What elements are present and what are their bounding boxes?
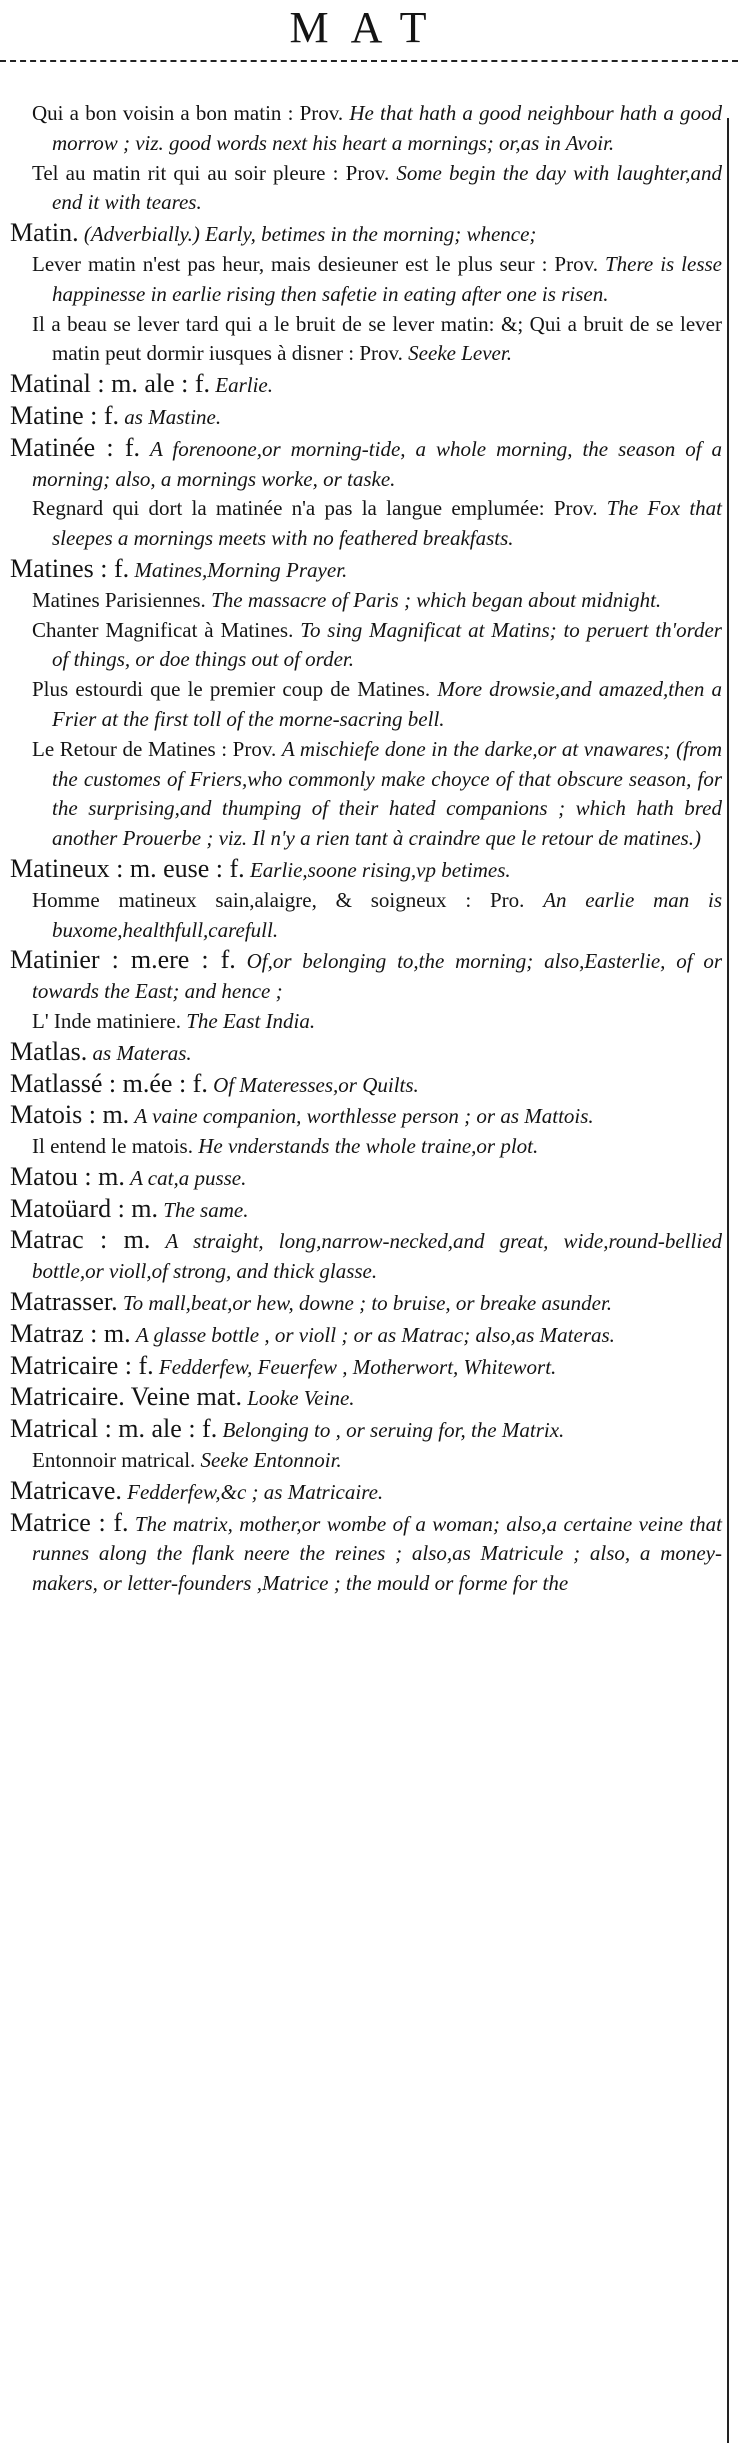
entry-definition: A straight, long,narrow-necked,and great, wide,round-bellied bottle,or violl,of strong, and thick glasse. (32, 1229, 722, 1284)
entry-definition: Earlie. (215, 373, 274, 398)
entry-definition: Fedderfew,&c ; as Matricaire. (127, 1479, 384, 1504)
page-header (0, 0, 738, 60)
entry-definition: Of Materesses,or Quilts. (213, 1072, 419, 1097)
entry-definition: A cat,a pusse. (130, 1165, 247, 1190)
dictionary-entry (10, 1476, 722, 1508)
dictionary-entry (10, 218, 722, 250)
entry-headword: Matin. (10, 218, 79, 248)
dictionary-entry (10, 1382, 722, 1414)
entry-headword: Lever matin n'est pas heur, mais desieuner est le plus seur : Prov. (32, 251, 598, 276)
entry-definition: Some begin the day with laughter,and end it with teares. (52, 160, 722, 215)
entry-definition: A vaine companion, worthlesse person ; or as Mattois. (134, 1104, 594, 1129)
dictionary-entry (10, 1225, 722, 1287)
entry-headword: Matines : f. (10, 553, 130, 583)
dictionary-entry (10, 1194, 722, 1226)
entry-headword: Matois : m. (10, 1100, 130, 1130)
dictionary-entry (10, 1162, 722, 1194)
sub-entry (10, 616, 722, 676)
sub-entry (10, 494, 722, 554)
dictionary-entry (10, 369, 722, 401)
entry-definition: The Fox that sleepes a mornings meets with no feathered breakfasts. (52, 496, 723, 551)
sub-entry (10, 159, 722, 219)
entry-headword: Il a beau se lever tard qui a le bruit de se lever matin: &; Qui a bruit de se lever matin peut dormir iusques à disner : Prov. (32, 311, 722, 366)
entry-headword: Matines Parisiennes. (32, 587, 206, 612)
sub-entry (10, 1007, 722, 1037)
entry-headword: Matricaire : f. (10, 1350, 154, 1380)
dictionary-entry (10, 1069, 722, 1101)
sub-entry (10, 1446, 722, 1476)
entry-headword: Matineux : m. euse : f. (10, 853, 245, 883)
header-rule (0, 60, 738, 62)
entry-headword: Matinée : f. (10, 432, 140, 462)
entry-headword: Matrical : m. ale : f. (10, 1414, 218, 1444)
entry-headword: Matinier : m.ere : f. (10, 945, 236, 975)
entry-definition: The massacre of Paris ; which began about midnight. (211, 587, 662, 612)
running-head: MAT (289, 3, 449, 52)
entry-definition: (Adverbially.) Early, betimes in the morning; whence; (83, 222, 537, 247)
entry-definition: There is lesse happinesse in earlie rising then safetie in eating after one is risen. (52, 251, 723, 306)
entry-headword: Matlassé : m.ée : f. (10, 1068, 208, 1098)
dictionary-entry (10, 1351, 722, 1383)
entry-definition: Looke Veine. (247, 1386, 355, 1411)
entry-headword: Matricaire. Veine mat. (10, 1382, 242, 1412)
entry-definition: as Mastine. (124, 404, 222, 429)
dictionary-entry (10, 433, 722, 495)
entry-headword: Qui a bon voisin a bon matin : Prov. (32, 101, 344, 125)
dictionary-entry (10, 1287, 722, 1319)
dictionary-entry (10, 1508, 722, 1599)
sub-entry (10, 99, 722, 159)
entry-headword: L' Inde matiniere. (32, 1008, 181, 1033)
dictionary-entry (10, 1037, 722, 1069)
sub-entry (10, 735, 722, 854)
entry-headword: Regnard qui dort la matinée n'a pas la langue emplumée: Prov. (32, 496, 598, 521)
entry-definition: To sing Magnificat at Matins; to peruert th'order of things, or doe things out of order. (52, 617, 722, 672)
entry-headword: Matinal : m. ale : f. (10, 369, 211, 399)
entry-definition: He vnderstands the whole traine,or plot. (198, 1134, 539, 1159)
entry-definition: Of,or belonging to,the morning; also,Easterlie, of or towards the East; and hence ; (32, 949, 722, 1004)
column-rule (727, 118, 729, 2443)
entry-headword: Matrice : f. (10, 1507, 129, 1537)
entry-definition: The East India. (186, 1008, 316, 1033)
entry-definition: Earlie,soone rising,vp betimes. (249, 857, 511, 882)
entry-headword: Matraz : m. (10, 1318, 131, 1348)
entry-headword: Il entend le matois. (32, 1134, 193, 1159)
entry-definition: A glasse bottle , or violl ; or as Matrac; also,as Materas. (135, 1322, 615, 1347)
entry-headword: Matricave. (10, 1475, 122, 1505)
entry-definition: A forenoone,or morning-tide, a whole morning, the season of a morning; also, a mornings worke, or taske. (32, 436, 723, 491)
entry-definition: An earlie man is buxome,healthfull,carefull. (52, 887, 723, 942)
sub-entry (10, 886, 722, 946)
entry-definition: Belonging to , or seruing for, the Matrix. (222, 1418, 565, 1443)
entry-definition: Matines,Morning Prayer. (134, 557, 348, 582)
entry-headword: Plus estourdi que le premier coup de Matines. (32, 677, 431, 702)
entry-definition: The matrix, mother,or wombe of a woman; also,a certaine veine that runnes along the flank neere the reines ; also,as Matricule ; also, a money-makers, or letter-founders ,Matrice ; the mould or forme for the (32, 1511, 722, 1596)
entry-headword: Le Retour de Matines : Prov. (32, 736, 277, 761)
entry-headword: Matou : m. (10, 1161, 125, 1191)
entry-headword: Matine : f. (10, 400, 120, 430)
dictionary-entry (10, 1319, 722, 1351)
sub-entry (10, 250, 722, 310)
entry-definition: Seeke Lever. (408, 341, 512, 366)
entry-headword: Entonnoir matrical. (32, 1448, 196, 1473)
entry-definition: The same. (163, 1197, 249, 1222)
entry-definition: as Materas. (92, 1040, 192, 1065)
entry-definition: More drowsie,and amazed,then a Frier at the first toll of the morne-sacring bell. (52, 677, 723, 731)
entry-definition: He that hath a good neighbour hath a good morrow ; viz. good words next his heart a mornings; or,as in Avoir. (52, 101, 723, 155)
dictionary-entry (10, 554, 722, 586)
entry-headword: Chanter Magnificat à Matines. (32, 617, 294, 642)
sub-entry (10, 586, 722, 616)
entry-headword: Matoüard : m. (10, 1193, 159, 1223)
entry-headword: Tel au matin rit qui au soir pleure : Prov. (32, 160, 390, 185)
entry-headword: Matlas. (10, 1036, 88, 1066)
entry-headword: Matrac : m. (10, 1225, 151, 1255)
entry-headword: Matrasser. (10, 1287, 118, 1317)
sub-entry (10, 310, 722, 370)
entry-definition: Seeke Entonnoir. (200, 1448, 342, 1473)
sub-entry (10, 675, 722, 735)
entry-column (10, 99, 722, 1599)
dictionary-entry (10, 854, 722, 886)
dictionary-entry (10, 1100, 722, 1132)
dictionary-entry (10, 945, 722, 1007)
entry-definition: A mischiefe done in the darke,or at vnawares; (from the customes of Friers,who commonly make choyce of that obscure season, for the surprising,and thumping of their hated companions ; which hath bred another Prouerbe ; viz. Il n'y a rien tant à craindre que le retour de matines.) (52, 736, 723, 851)
entry-definition: To mall,beat,or hew, downe ; to bruise, or breake asunder. (122, 1291, 613, 1316)
entry-headword: Homme matineux sain,alaigre, & soigneux : Pro. (32, 887, 525, 912)
dictionary-entry (10, 401, 722, 433)
entry-definition: Fedderfew, Feuerfew , Motherwort, Whitewort. (158, 1354, 557, 1379)
sub-entry (10, 1132, 722, 1162)
dictionary-entry (10, 1414, 722, 1446)
